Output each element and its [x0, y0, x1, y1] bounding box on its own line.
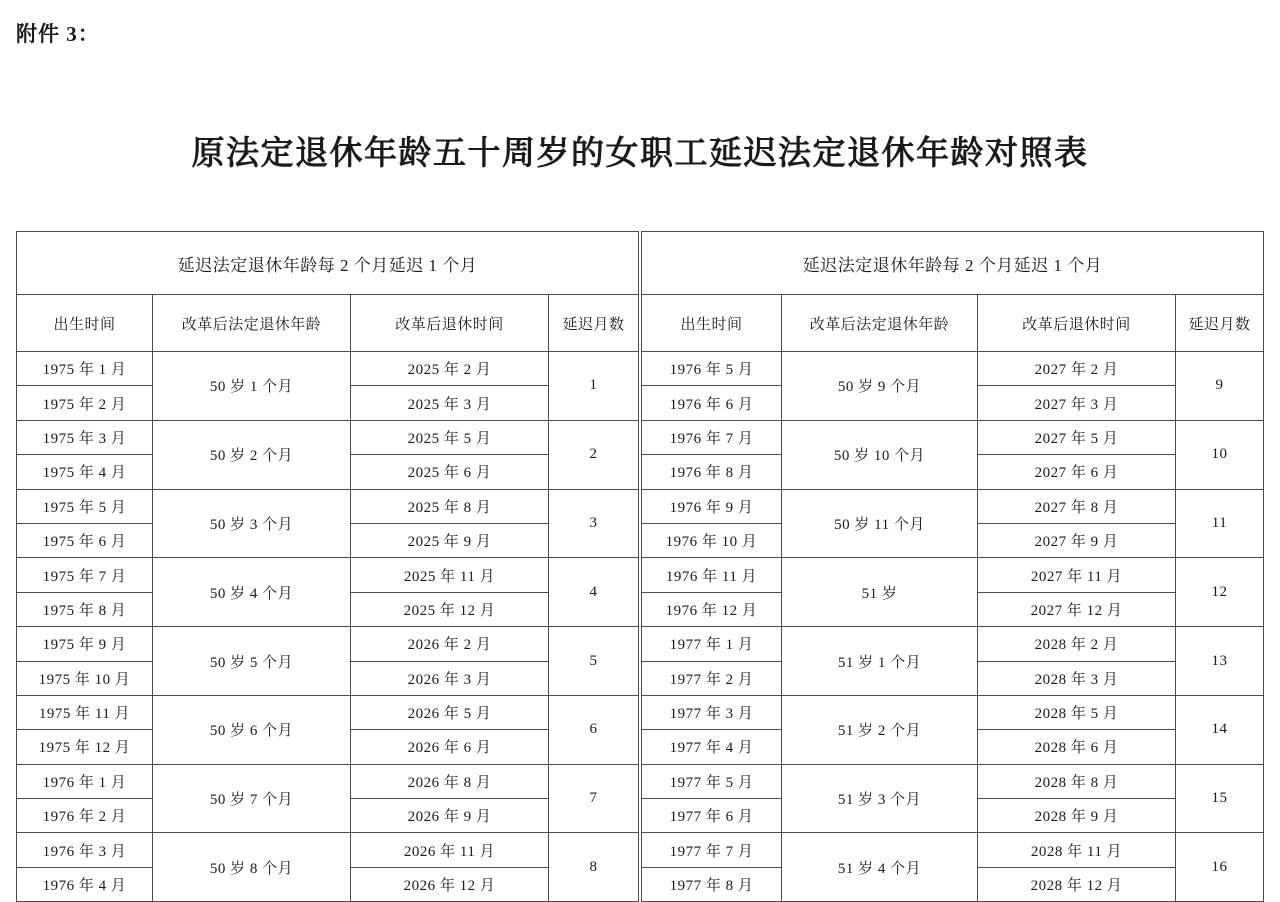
cell-retirement-age: 50 岁 6 个月: [153, 695, 351, 764]
table-left-body: [17, 232, 639, 902]
table-row: [642, 695, 1264, 729]
cell-birth-date: 1977 年 1 月: [642, 627, 782, 661]
cell-retirement-date: 2026 年 5 月: [351, 695, 549, 729]
cell-retirement-age: 50 岁 2 个月: [153, 420, 351, 489]
cell-delay-months: 15: [1176, 764, 1264, 833]
table-row: [642, 420, 1264, 454]
table-group-header: 延迟法定退休年龄每 2 个月延迟 1 个月: [17, 232, 639, 295]
table-row: [17, 420, 639, 454]
cell-retirement-age: 50 岁 1 个月: [153, 352, 351, 421]
cell-retirement-date: 2026 年 2 月: [351, 627, 549, 661]
cell-birth-date: 1976 年 8 月: [642, 455, 782, 489]
cell-retirement-age: 50 岁 4 个月: [153, 558, 351, 627]
cell-retirement-date: 2028 年 12 月: [978, 867, 1176, 901]
cell-birth-date: 1975 年 4 月: [17, 455, 153, 489]
table-row: [642, 833, 1264, 867]
cell-birth-date: 1976 年 9 月: [642, 489, 782, 523]
cell-birth-date: 1976 年 6 月: [642, 386, 782, 420]
cell-birth-date: 1975 年 3 月: [17, 420, 153, 454]
cell-delay-months: 9: [1176, 352, 1264, 421]
cell-retirement-age: 51 岁 1 个月: [782, 627, 978, 696]
table-row: [17, 764, 639, 798]
cell-retirement-age: 51 岁 4 个月: [782, 833, 978, 902]
column-header: 延迟月数: [1176, 295, 1264, 352]
cell-birth-date: 1975 年 5 月: [17, 489, 153, 523]
cell-delay-months: 3: [549, 489, 639, 558]
cell-birth-date: 1975 年 12 月: [17, 730, 153, 764]
cell-retirement-date: 2026 年 12 月: [351, 867, 549, 901]
cell-retirement-age: 51 岁 2 个月: [782, 695, 978, 764]
table-row: [17, 489, 639, 523]
cell-delay-months: 12: [1176, 558, 1264, 627]
retirement-table-right: [641, 231, 1264, 902]
cell-retirement-age: 50 岁 9 个月: [782, 352, 978, 421]
table-row: [642, 489, 1264, 523]
cell-birth-date: 1977 年 2 月: [642, 661, 782, 695]
cell-retirement-age: 50 岁 3 个月: [153, 489, 351, 558]
cell-birth-date: 1976 年 2 月: [17, 799, 153, 833]
cell-birth-date: 1975 年 9 月: [17, 627, 153, 661]
cell-birth-date: 1975 年 7 月: [17, 558, 153, 592]
cell-retirement-date: 2026 年 11 月: [351, 833, 549, 867]
cell-birth-date: 1975 年 6 月: [17, 523, 153, 557]
cell-delay-months: 16: [1176, 833, 1264, 902]
table-group-header-row: [642, 232, 1264, 295]
cell-retirement-date: 2026 年 9 月: [351, 799, 549, 833]
cell-retirement-age: 50 岁 5 个月: [153, 627, 351, 696]
table-row: [17, 627, 639, 661]
cell-retirement-date: 2027 年 9 月: [978, 523, 1176, 557]
cell-delay-months: 5: [549, 627, 639, 696]
cell-delay-months: 8: [549, 833, 639, 902]
cell-birth-date: 1976 年 11 月: [642, 558, 782, 592]
cell-birth-date: 1977 年 5 月: [642, 764, 782, 798]
cell-retirement-age: 50 岁 7 个月: [153, 764, 351, 833]
column-header: 出生时间: [642, 295, 782, 352]
cell-retirement-date: 2027 年 3 月: [978, 386, 1176, 420]
cell-delay-months: 14: [1176, 695, 1264, 764]
cell-birth-date: 1976 年 12 月: [642, 592, 782, 626]
cell-retirement-date: 2027 年 2 月: [978, 352, 1176, 386]
comparison-tables: [16, 231, 1264, 902]
cell-delay-months: 1: [549, 352, 639, 421]
cell-retirement-date: 2025 年 3 月: [351, 386, 549, 420]
retirement-table-left: [16, 231, 639, 902]
cell-birth-date: 1975 年 8 月: [17, 592, 153, 626]
cell-retirement-date: 2028 年 6 月: [978, 730, 1176, 764]
cell-retirement-date: 2028 年 2 月: [978, 627, 1176, 661]
cell-birth-date: 1977 年 4 月: [642, 730, 782, 764]
cell-retirement-date: 2027 年 12 月: [978, 592, 1176, 626]
cell-birth-date: 1976 年 4 月: [17, 867, 153, 901]
column-header: 延迟月数: [549, 295, 639, 352]
cell-retirement-date: 2025 年 6 月: [351, 455, 549, 489]
cell-retirement-date: 2028 年 9 月: [978, 799, 1176, 833]
cell-retirement-date: 2028 年 3 月: [978, 661, 1176, 695]
table-row: [17, 558, 639, 592]
cell-retirement-date: 2025 年 9 月: [351, 523, 549, 557]
cell-retirement-date: 2027 年 8 月: [978, 489, 1176, 523]
column-header: 改革后退休时间: [978, 295, 1176, 352]
cell-delay-months: 2: [549, 420, 639, 489]
cell-birth-date: 1976 年 7 月: [642, 420, 782, 454]
cell-retirement-date: 2025 年 11 月: [351, 558, 549, 592]
cell-retirement-date: 2028 年 11 月: [978, 833, 1176, 867]
table-row: [642, 558, 1264, 592]
cell-retirement-date: 2028 年 5 月: [978, 695, 1176, 729]
cell-retirement-age: 51 岁: [782, 558, 978, 627]
cell-birth-date: 1976 年 10 月: [642, 523, 782, 557]
cell-retirement-date: 2026 年 6 月: [351, 730, 549, 764]
cell-retirement-age: 51 岁 3 个月: [782, 764, 978, 833]
cell-birth-date: 1975 年 10 月: [17, 661, 153, 695]
cell-retirement-date: 2026 年 3 月: [351, 661, 549, 695]
column-header: 出生时间: [17, 295, 153, 352]
table-row: [642, 764, 1264, 798]
cell-retirement-date: 2025 年 8 月: [351, 489, 549, 523]
table-right-body: [642, 232, 1264, 902]
cell-birth-date: 1977 年 8 月: [642, 867, 782, 901]
table-column-header-row: [642, 295, 1264, 352]
table-row: [17, 695, 639, 729]
column-header: 改革后退休时间: [351, 295, 549, 352]
cell-retirement-date: 2027 年 6 月: [978, 455, 1176, 489]
table-row: [642, 627, 1264, 661]
cell-retirement-date: 2027 年 5 月: [978, 420, 1176, 454]
cell-retirement-date: 2028 年 8 月: [978, 764, 1176, 798]
cell-birth-date: 1977 年 7 月: [642, 833, 782, 867]
cell-delay-months: 13: [1176, 627, 1264, 696]
table-group-header: 延迟法定退休年龄每 2 个月延迟 1 个月: [642, 232, 1264, 295]
cell-birth-date: 1976 年 1 月: [17, 764, 153, 798]
cell-retirement-date: 2025 年 2 月: [351, 352, 549, 386]
cell-delay-months: 7: [549, 764, 639, 833]
cell-delay-months: 6: [549, 695, 639, 764]
cell-birth-date: 1976 年 3 月: [17, 833, 153, 867]
cell-retirement-date: 2025 年 12 月: [351, 592, 549, 626]
cell-retirement-date: 2027 年 11 月: [978, 558, 1176, 592]
cell-delay-months: 4: [549, 558, 639, 627]
cell-retirement-date: 2025 年 5 月: [351, 420, 549, 454]
cell-birth-date: 1975 年 2 月: [17, 386, 153, 420]
cell-delay-months: 10: [1176, 420, 1264, 489]
table-row: [17, 833, 639, 867]
attachment-label: 附件 3：: [16, 22, 100, 46]
cell-delay-months: 11: [1176, 489, 1264, 558]
cell-retirement-date: 2026 年 8 月: [351, 764, 549, 798]
cell-birth-date: 1977 年 6 月: [642, 799, 782, 833]
column-header: 改革后法定退休年龄: [153, 295, 351, 352]
table-row: [17, 352, 639, 386]
table-row: [642, 352, 1264, 386]
cell-retirement-age: 50 岁 8 个月: [153, 833, 351, 902]
cell-retirement-age: 50 岁 10 个月: [782, 420, 978, 489]
page-title: 原法定退休年龄五十周岁的女职工延迟法定退休年龄对照表: [191, 136, 1089, 172]
cell-birth-date: 1976 年 5 月: [642, 352, 782, 386]
cell-birth-date: 1975 年 11 月: [17, 695, 153, 729]
cell-birth-date: 1975 年 1 月: [17, 352, 153, 386]
table-group-header-row: [17, 232, 639, 295]
table-column-header-row: [17, 295, 639, 352]
cell-retirement-age: 50 岁 11 个月: [782, 489, 978, 558]
column-header: 改革后法定退休年龄: [782, 295, 978, 352]
cell-birth-date: 1977 年 3 月: [642, 695, 782, 729]
